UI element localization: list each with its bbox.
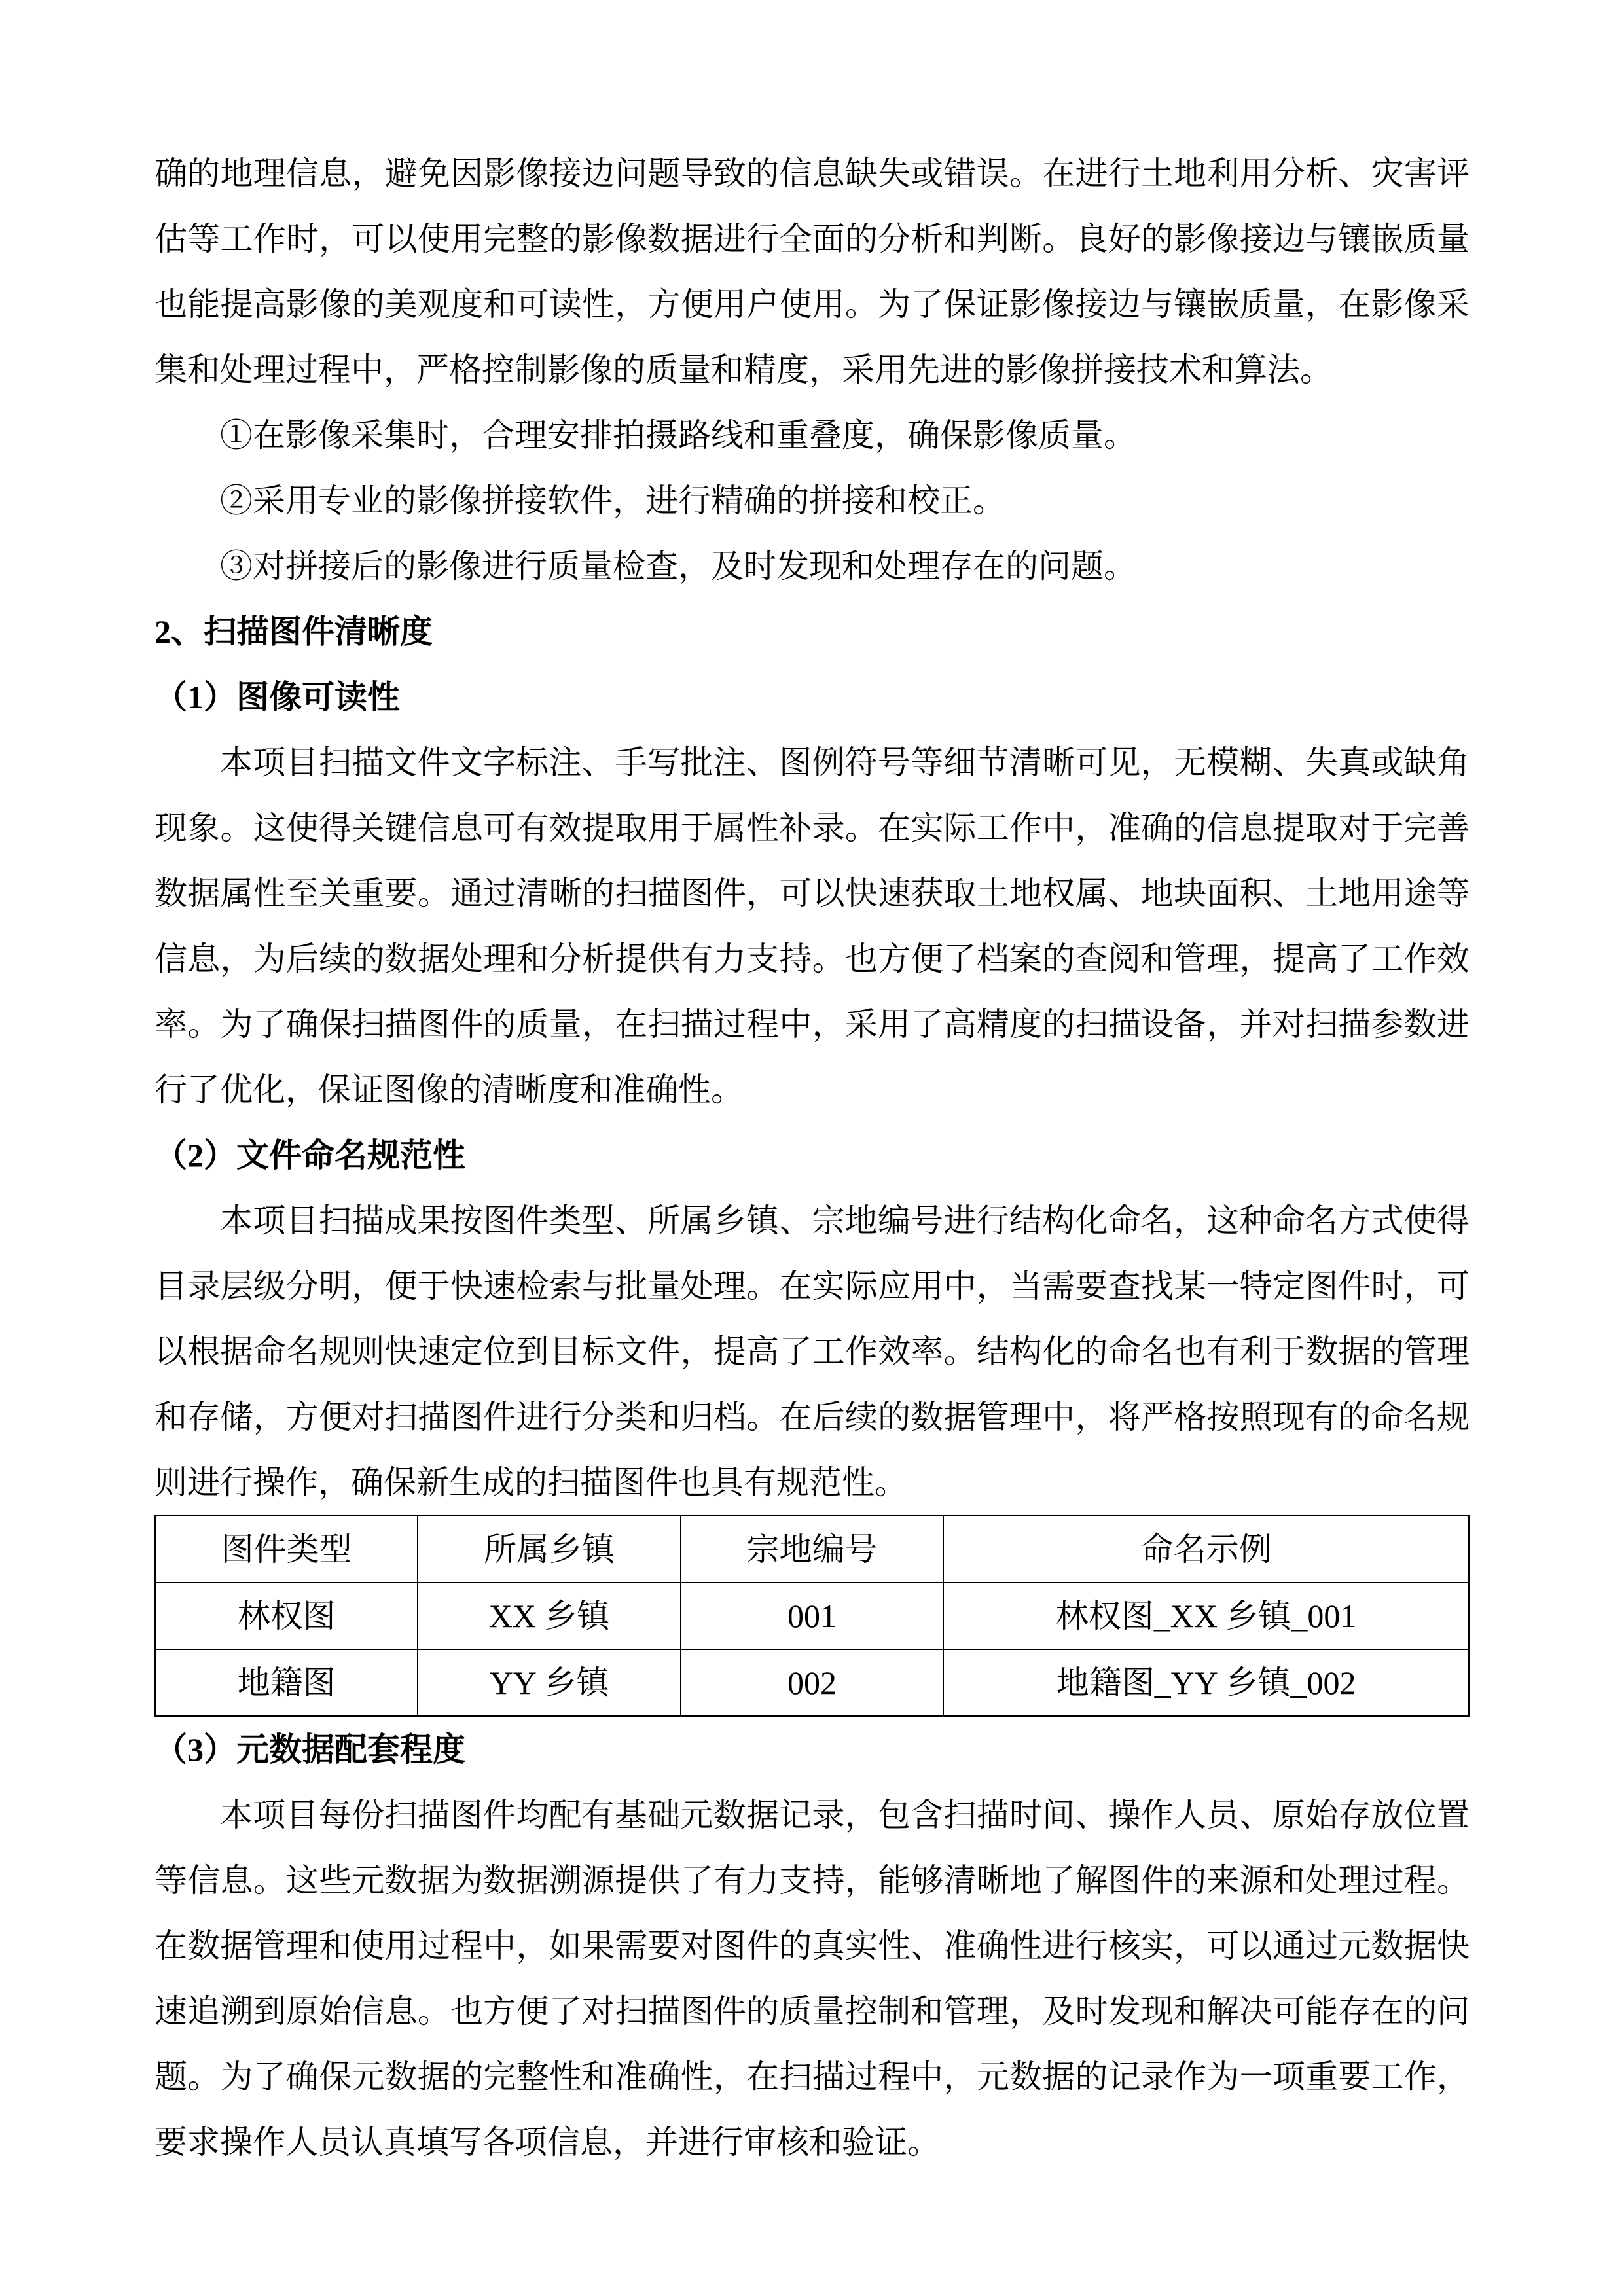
naming-example-table [154, 1515, 1470, 1717]
table-cell: 林权图 [155, 1583, 418, 1649]
table-cell: YY 乡镇 [418, 1649, 680, 1716]
subsection-3-heading: （3）元数据配套程度 [154, 1731, 465, 1768]
subsection-1-heading: （1）图像可读性 [154, 679, 400, 715]
table-header-map-type: 图件类型 [155, 1516, 418, 1583]
subsection-1-paragraph: 本项目扫描文件文字标注、手写批注、图例符号等细节清晰可见，无模糊、失真或缺角现象。这使得关键信息可有效提取用于属性补录。在实际工作中，准确的信息提取对于完善数据属性至关重要。通过清晰的扫描图件，可以快速获取土地权属、地块面积、土地用途等信息，为后续的数据处理和分析提供有力支持。也方便了档案的查阅和管理，提高了工作效率。为了确保扫描图件的质量，在扫描过程中，采用了高精度的扫描设备，并对扫描参数进行了优化，保证图像的清晰度和准确性。 [154, 744, 1470, 1108]
table-header-row [155, 1516, 1469, 1583]
table-row [155, 1583, 1469, 1649]
numbered-item-3: ③对拼接后的影像进行质量检查，及时发现和处理存在的问题。 [220, 548, 1136, 584]
paragraph-image-edge-mosaic-continuation: 确的地理信息，避免因影像接边问题导致的信息缺失或错误。在进行土地利用分析、灾害评估等工作时，可以使用完整的影像数据进行全面的分析和判断。良好的影像接边与镶嵌质量也能提高影像的美观度和可读性，方便用户使用。为了保证影像接边与镶嵌质量，在影像采集和处理过程中，严格控制影像的质量和精度，采用先进的影像拼接技术和算法。 [154, 155, 1470, 388]
numbered-item-1: ①在影像采集时，合理安排拍摄路线和重叠度，确保影像质量。 [220, 417, 1136, 454]
subsection-2-heading: （2）文件命名规范性 [154, 1137, 465, 1174]
table-cell: 001 [681, 1583, 943, 1649]
table-cell: 林权图_XX 乡镇_001 [943, 1583, 1469, 1649]
table-cell: 002 [681, 1649, 943, 1716]
table-header-township: 所属乡镇 [418, 1516, 680, 1583]
table-cell: 地籍图 [155, 1649, 418, 1716]
table-header-parcel-number: 宗地编号 [681, 1516, 943, 1583]
table-cell: 地籍图_YY 乡镇_002 [943, 1649, 1469, 1716]
table-header-naming-example: 命名示例 [943, 1516, 1469, 1583]
table-row [155, 1649, 1469, 1716]
subsection-2-paragraph: 本项目扫描成果按图件类型、所属乡镇、宗地编号进行结构化命名，这种命名方式使得目录层级分明，便于快速检索与批量处理。在实际应用中，当需要查找某一特定图件时，可以根据命名规则快速定位到目标文件，提高了工作效率。结构化的命名也有利于数据的管理和存储，方便对扫描图件进行分类和归档。在后续的数据管理中，将严格按照现有的命名规则进行操作，确保新生成的扫描图件也具有规范性。 [154, 1202, 1470, 1501]
section-2-heading: 2、扫描图件清晰度 [154, 613, 433, 650]
numbered-item-2: ②采用专业的影像拼接软件，进行精确的拼接和校正。 [220, 482, 1005, 519]
subsection-3-paragraph: 本项目每份扫描图件均配有基础元数据记录，包含扫描时间、操作人员、原始存放位置等信息。这些元数据为数据溯源提供了有力支持，能够清晰地了解图件的来源和处理过程。在数据管理和使用过程中，如果需要对图件的真实性、准确性进行核实，可以通过元数据快速追溯到原始信息。也方便了对扫描图件的质量控制和管理，及时发现和解决可能存在的问题。为了确保元数据的完整性和准确性，在扫描过程中，元数据的记录作为一项重要工作，要求操作人员认真填写各项信息，并进行审核和验证。 [154, 1797, 1470, 2161]
table-cell: XX 乡镇 [418, 1583, 680, 1649]
